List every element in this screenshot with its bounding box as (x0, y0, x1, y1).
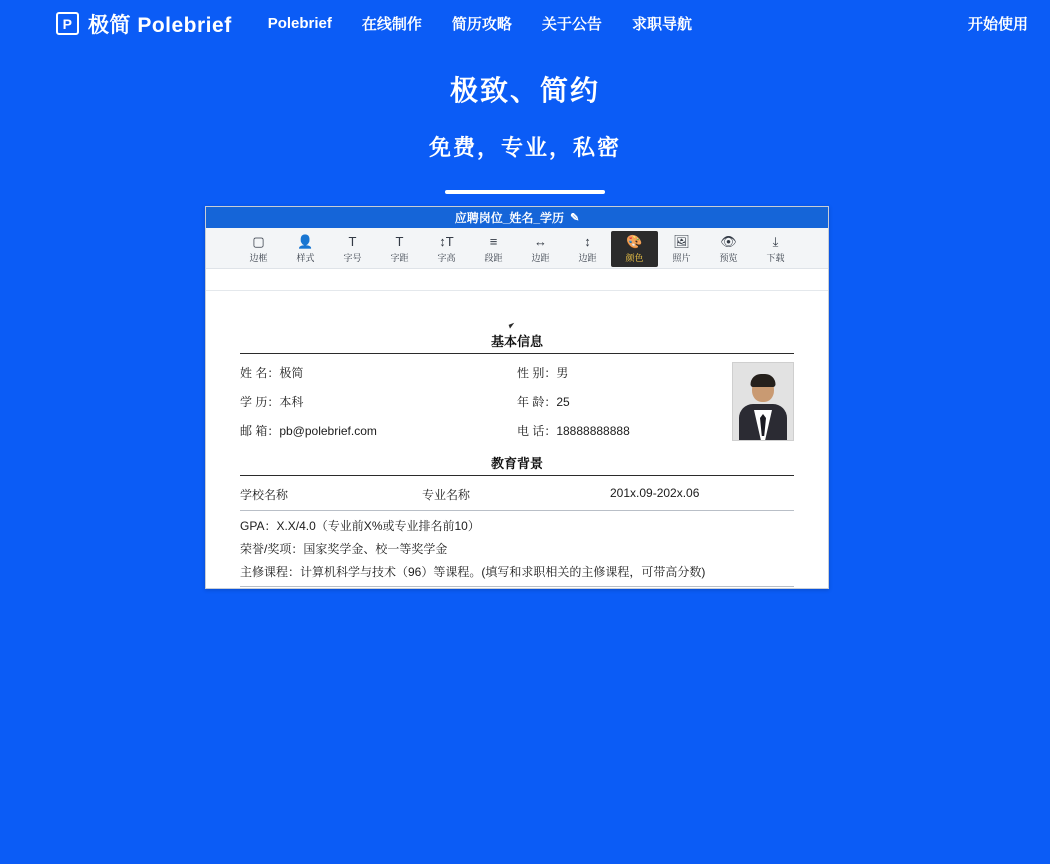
resume-page[interactable] (206, 291, 828, 588)
tool-label: 字距 (390, 252, 409, 263)
field-school-name[interactable]: 学校名称 (240, 488, 289, 502)
tool-margin-horizontal[interactable] (517, 231, 564, 267)
nav-link-announcements[interactable]: 关于公告 (541, 16, 602, 33)
field-courses[interactable]: 主修课程：计算机科学与技术（96）等课程。(填写和求职相关的主修课程，可带高分数) (240, 557, 794, 587)
top-navbar (0, 0, 1050, 47)
nav-links (268, 13, 692, 34)
section-title-education: 教育背景 (240, 453, 794, 476)
editor-title-bar[interactable] (206, 207, 828, 228)
basic-info-block (240, 354, 794, 439)
hero-title: 极致、简约 (449, 75, 600, 106)
field-email[interactable]: 邮 箱：pb@polebrief.com (240, 424, 377, 438)
tool-label: 字号 (343, 252, 362, 263)
education-header-row (240, 476, 794, 511)
tool-color[interactable] (611, 231, 658, 267)
tool-letter-spacing[interactable] (376, 231, 423, 267)
field-education-level[interactable]: 学 历：本科 (240, 395, 304, 409)
avatar-hair (751, 374, 776, 387)
field-phone[interactable]: 电 话：18888888888 (517, 424, 630, 438)
field-name[interactable]: 姓 名：极简 (240, 366, 304, 380)
nav-link-online-editor[interactable]: 在线制作 (361, 16, 422, 33)
tool-label: 照片 (672, 252, 691, 263)
nav-link-polebrief[interactable]: Polebrief (267, 15, 332, 32)
arrows-horizontal-icon: ↔ (534, 234, 547, 249)
tool-line-height[interactable] (423, 231, 470, 267)
brand-text: 极简 Polebrief (88, 13, 232, 37)
tool-margin-vertical[interactable] (564, 231, 611, 267)
avatar[interactable] (732, 362, 794, 441)
field-honors[interactable]: 荣誉/奖项：国家奖学金、校一等奖学金 (240, 542, 448, 556)
tool-photo[interactable] (658, 231, 705, 267)
editor-title-text: 应聘岗位_姓名_学历 (454, 211, 565, 225)
hero-section (0, 47, 1050, 194)
tool-label: 边距 (578, 252, 597, 263)
nav-link-job-nav[interactable]: 求职导航 (631, 16, 692, 33)
edit-pencil-icon[interactable]: ✎ (570, 212, 580, 224)
hero-subtitle: 免费，专业，私密 (428, 135, 621, 160)
image-icon: 🖼 (673, 234, 690, 249)
tool-label: 下载 (766, 252, 785, 263)
resume-editor-window (205, 206, 829, 589)
field-education-date[interactable]: 201x.09-202x.06 (610, 486, 700, 500)
brand-mark-icon: P (56, 12, 79, 35)
tool-paragraph-spacing[interactable] (470, 231, 517, 267)
field-age[interactable]: 年 龄：25 (517, 395, 570, 409)
get-started-button[interactable]: 开始使用 (967, 16, 1028, 33)
brand-logo[interactable] (56, 9, 232, 39)
palette-icon: 🎨 (626, 234, 643, 249)
eye-icon: 👁 (720, 234, 737, 249)
table-row (240, 393, 794, 410)
tool-download[interactable] (752, 231, 799, 267)
person-icon: 👤 (297, 234, 314, 249)
table-row (240, 422, 794, 439)
section-title-basic-info: 基本信息 (240, 331, 794, 354)
field-gender[interactable]: 性 别：男 (517, 366, 569, 380)
paragraph-spacing-icon: ≡ (489, 234, 498, 249)
letter-spacing-icon: T (395, 234, 404, 249)
tool-label: 样式 (296, 252, 315, 263)
tool-label: 段距 (484, 252, 503, 263)
field-gpa[interactable]: GPA：X.X/4.0（专业前X%或专业排名前10） (240, 519, 480, 533)
editor-toolbar (206, 228, 828, 269)
mouse-cursor-icon (509, 321, 520, 328)
tool-label: 字高 (437, 252, 456, 263)
tool-preview[interactable] (705, 231, 752, 267)
tool-label: 预览 (719, 252, 738, 263)
arrows-vertical-icon: ↕ (584, 234, 591, 249)
tool-font-size[interactable] (329, 231, 376, 267)
editor-ruler (206, 269, 828, 291)
line-height-icon: ↕T (439, 234, 454, 249)
tool-label: 边框 (249, 252, 268, 263)
tool-label: 边距 (531, 252, 550, 263)
tool-border[interactable] (235, 231, 282, 267)
table-row (240, 364, 794, 381)
download-icon: ⤓ (772, 234, 779, 249)
field-major-name[interactable]: 专业名称 (422, 488, 471, 502)
hero-divider (445, 190, 605, 194)
nav-link-resume-guide[interactable]: 简历攻略 (451, 16, 512, 33)
border-icon: ▢ (252, 234, 265, 249)
font-size-icon: T (348, 234, 357, 249)
tool-style[interactable] (282, 231, 329, 267)
tool-label: 颜色 (625, 252, 644, 263)
